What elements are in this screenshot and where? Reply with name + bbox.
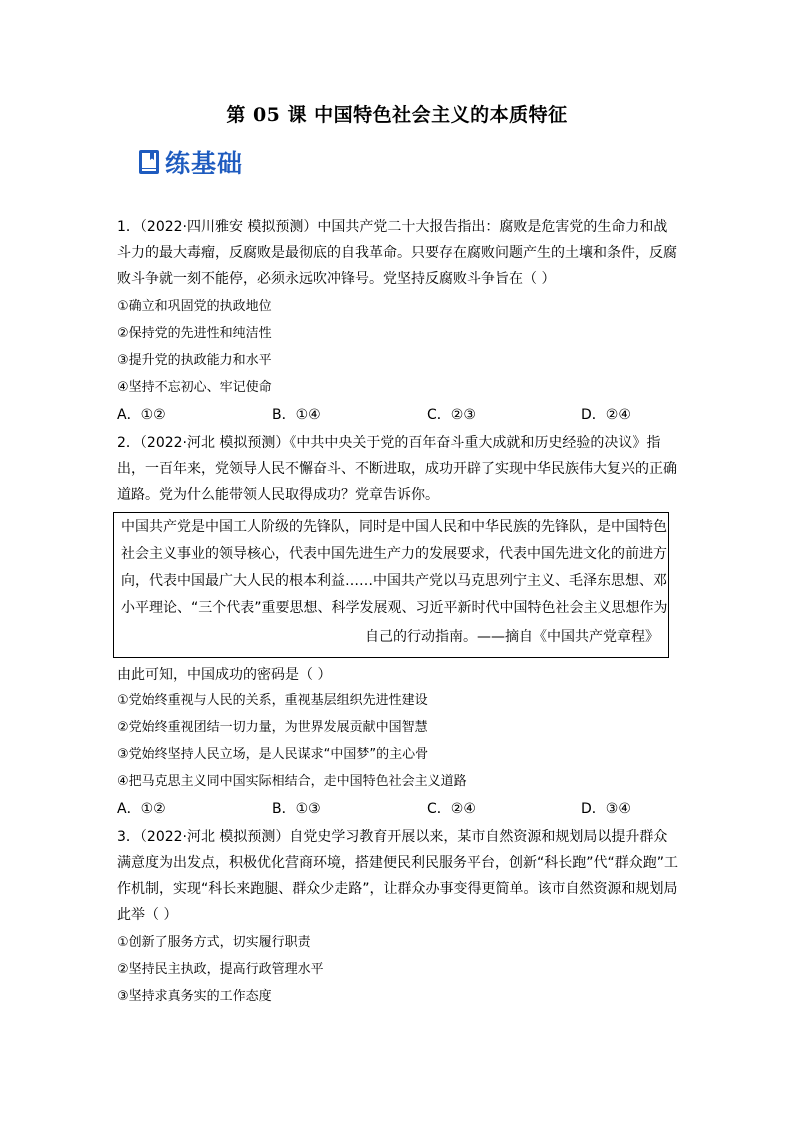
question-text-line: 1．（2022·四川雅安 模拟预测）中国共产党二十大报告指出：腐败是危害党的生命力和战 — [117, 219, 668, 235]
statement: ①确立和巩固党的执政地位 — [117, 299, 272, 314]
statement: ②坚持民主执政，提高行政管理水平 — [117, 962, 324, 977]
book-icon — [137, 149, 161, 175]
question-text-line: 满意度为出发点，积极优化营商环境，搭建便民利民服务平台，创新“科长跑”代“群众跑”工 — [117, 855, 679, 871]
question-text-line: 道路。党为什么能带领人民取得成功？党章告诉你。 — [117, 487, 439, 503]
option-b[interactable]: B．①④ — [272, 407, 321, 423]
quote-box — [113, 512, 669, 658]
option-c[interactable]: C．②④ — [427, 801, 476, 817]
statement: ③党始终坚持人民立场，是人民谋求“中国梦”的主心骨 — [117, 747, 429, 762]
answer-options — [117, 404, 677, 426]
question-text-line: 作机制，实现“科长来跑腿、群众少走路”，让群众办事变得更简单。该市自然资源和规划局 — [117, 881, 678, 897]
question-text-line: 出，一百年来，党领导人民不懈奋斗、不断进取，成功开辟了实现中华民族伟大复兴的正确 — [117, 461, 677, 477]
quote-line: 社会主义事业的领导核心，代表中国先进生产力的发展要求，代表中国先进文化的前进方 — [121, 546, 667, 562]
statement: ③提升党的执政能力和水平 — [117, 353, 272, 368]
section-header — [137, 146, 243, 178]
option-d[interactable]: D．③④ — [581, 801, 631, 817]
option-b[interactable]: B．①③ — [272, 801, 321, 817]
quote-line: 小平理论、“三个代表”重要思想、科学发展观、习近平新时代中国特色社会主义思想作为 — [121, 600, 668, 616]
page-title: 第 05 课 中国特色社会主义的本质特征 — [226, 104, 568, 126]
question-prompt: 由此可知，中国成功的密码是（ ） — [117, 667, 332, 683]
option-d[interactable]: D．②④ — [581, 407, 631, 423]
option-c[interactable]: C．②③ — [427, 407, 476, 423]
question-text-line: 败斗争就一刻不能停，必须永远吹冲锋号。党坚持反腐败斗争旨在（ ） — [117, 271, 556, 287]
question-text-line: 2．（2022·河北 模拟预测）《中共中央关于党的百年奋斗重大成就和历史经验的决议》指 — [117, 435, 661, 451]
statement: ②党始终重视团结一切力量，为世界发展贡献中国智慧 — [117, 720, 428, 735]
question-text-line: 此举（ ） — [117, 907, 178, 923]
statement: ③坚持求真务实的工作态度 — [117, 989, 272, 1004]
quote-line: 中国共产党是中国工人阶级的先锋队，同时是中国人民和中华民族的先锋队，是中国特色 — [121, 519, 667, 535]
statement: ①党始终重视与人民的关系，重视基层组织先进性建设 — [117, 693, 428, 708]
option-a[interactable]: A．①② — [117, 407, 166, 423]
statement: ④坚持不忘初心、牢记使命 — [117, 380, 272, 395]
question-text-line: 斗力的最大毒瘤，反腐败是最彻底的自我革命。只要存在腐败问题产生的土壤和条件，反腐 — [117, 245, 677, 261]
option-a[interactable]: A．①② — [117, 801, 166, 817]
quote-line: 向，代表中国最广大人民的根本利益……中国共产党以马克思列宁主义、毛泽东思想、邓 — [121, 573, 667, 589]
statement: ②保持党的先进性和纯洁性 — [117, 326, 272, 341]
statement: ①创新了服务方式，切实履行职责 — [117, 935, 311, 950]
answer-options — [117, 798, 677, 820]
section-label: 练基础 — [165, 149, 244, 178]
statement: ④把马克思主义同中国实际相结合，走中国特色社会主义道路 — [117, 774, 467, 789]
question-text-line: 3．（2022·河北 模拟预测）自党史学习教育开展以来，某市自然资源和规划局以提升群众 — [117, 829, 668, 845]
quote-source: 自己的行动指南。——摘自《中国共产党章程》 — [365, 629, 659, 645]
